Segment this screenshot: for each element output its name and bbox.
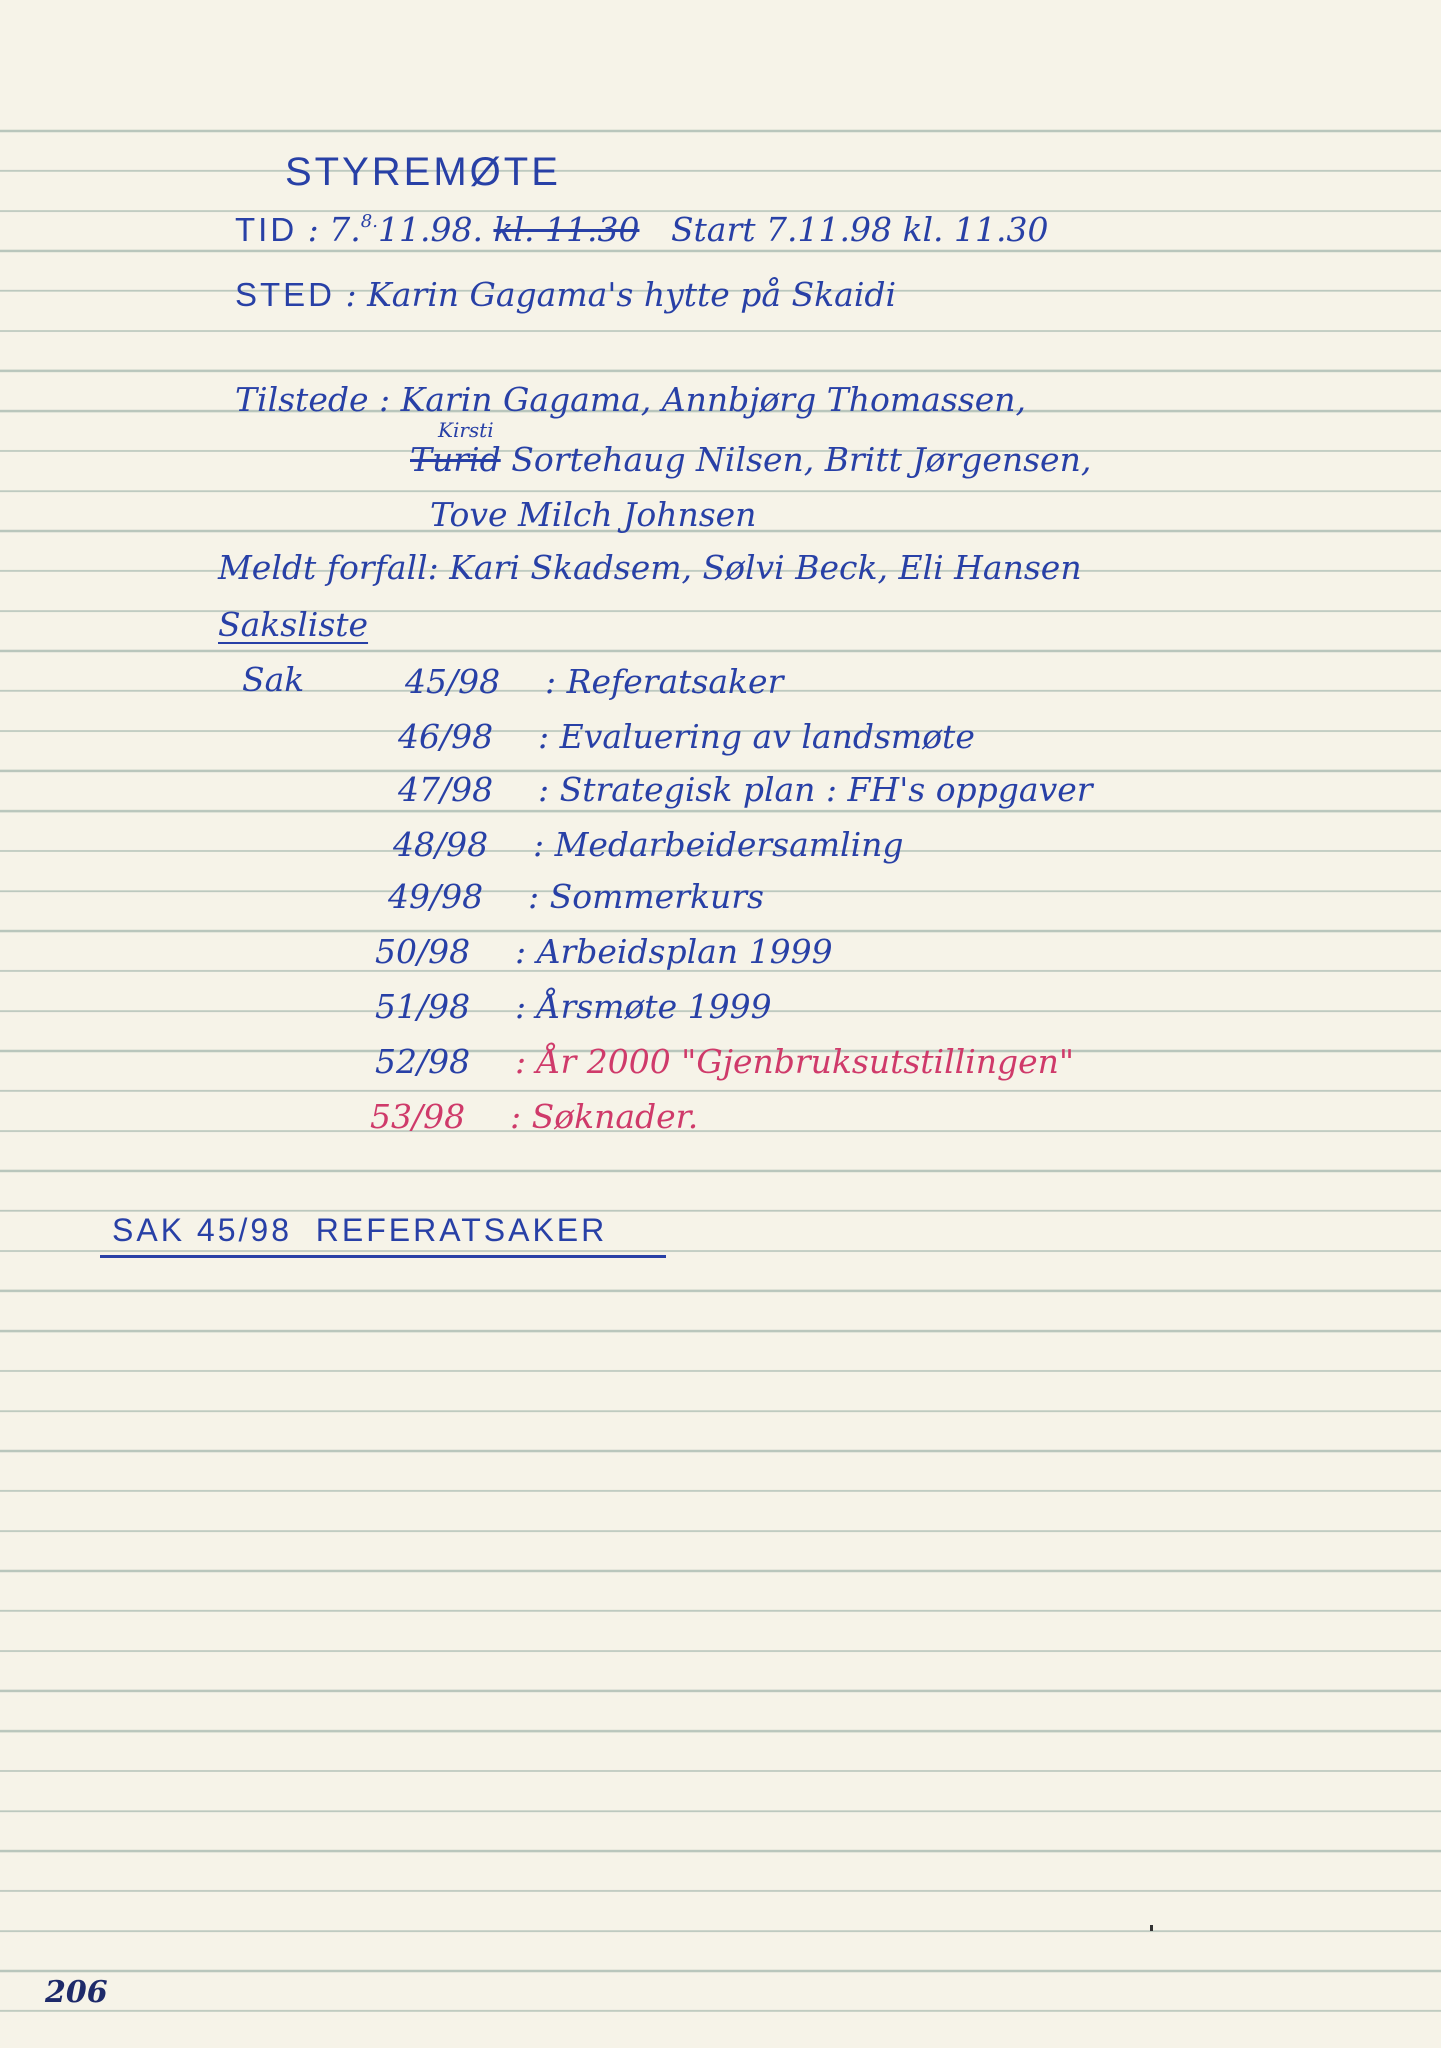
saksliste-heading: Saksliste (218, 605, 369, 644)
page-top-margin (0, 0, 1441, 120)
agenda-item (405, 662, 783, 701)
agenda-item (375, 932, 833, 971)
ink-speck (1150, 1925, 1153, 1931)
forfall-label: Meldt forfall (218, 548, 428, 587)
tid-value-prefix: 7. (329, 210, 361, 249)
forfall-names: Kari Skadsem, Sølvi Beck, Eli Hansen (449, 548, 1082, 587)
sak-heading-underline (100, 1255, 666, 1258)
agenda-item (398, 770, 1093, 809)
tid-struck-value: kl. 11.30 (493, 210, 640, 249)
agenda-item-text: : Arbeidsplan 1999 (515, 932, 833, 971)
agenda-item (375, 1042, 1074, 1081)
agenda-item-text: : Evaluering av landsmøte (538, 717, 975, 756)
sak-label: Sak (242, 660, 305, 699)
agenda-item-text: : Sommerkurs (528, 877, 764, 916)
agenda-item-number: 48/98 (393, 825, 489, 864)
page-number: 206 (45, 1975, 108, 2010)
agenda-item-text: : Strategisk plan : FH's oppgaver (538, 770, 1093, 809)
agenda-item (370, 1097, 698, 1136)
agenda-item-number: 52/98 (375, 1042, 471, 1081)
agenda-item-number: 51/98 (375, 987, 471, 1026)
tilstede-names-2: Sortehaug Nilsen, Britt Jørgensen, (511, 440, 1092, 479)
sak-heading-number: 45/98 (196, 1212, 292, 1248)
tilstede-names-1: Karin Gagama, Annbjørg Thomassen, (400, 380, 1026, 419)
agenda-item-text: : Referatsaker (545, 662, 784, 701)
agenda-item-number: 53/98 (370, 1097, 466, 1136)
agenda-item (375, 987, 772, 1026)
sak-heading (112, 1212, 607, 1249)
agenda-item (393, 825, 904, 864)
sak-heading-title: REFERATSAKER (315, 1212, 608, 1248)
agenda-item-text: : Medarbeidersamling (533, 825, 904, 864)
sted-label: STED (235, 276, 336, 313)
tilstede-line-1: Tilstede : Karin Gagama, Annbjørg Thomassen, (235, 380, 1026, 419)
tid-start: Start 7.11.98 kl. 11.30 (670, 210, 1049, 249)
agenda-item-text: : Årsmøte 1999 (515, 987, 772, 1026)
agenda-item-text: : År 2000 "Gjenbruksutstillingen" (515, 1042, 1075, 1081)
tid-label: TID (235, 211, 298, 248)
sted-value: Karin Gagama's hytte på Skaidi (367, 275, 897, 314)
agenda-item (398, 717, 975, 756)
agenda-item-number: 49/98 (388, 877, 484, 916)
tilstede-label: Tilstede (235, 380, 369, 419)
agenda-item-number: 50/98 (375, 932, 471, 971)
tid-value-super: 8. (360, 211, 378, 232)
tid-line: TID : 7.$^{8.}$11.98. kl. 11.30 Start 7.11.98 kl. 11.30 (235, 210, 1049, 249)
agenda-item (388, 877, 764, 916)
tid-value-date: 11.98. (377, 210, 483, 249)
sted-line: STED : Karin Gagama's hytte på Skaidi (235, 275, 897, 314)
tilstede-struck-name: Turid (410, 440, 501, 479)
agenda-item-text: : Søknader. (510, 1097, 699, 1136)
page-title: STYREMØTE (285, 150, 561, 194)
sak-heading-label: SAK (112, 1212, 186, 1248)
tilstede-insert: Kirsti (438, 418, 494, 442)
forfall-line: Meldt forfall: Kari Skadsem, Sølvi Beck, Eli Hansen (218, 548, 1082, 587)
tilstede-line-2 (410, 440, 1091, 479)
agenda-item-number: 47/98 (398, 770, 494, 809)
agenda-item-number: 45/98 (405, 662, 501, 701)
tilstede-line-3: Tove Milch Johnsen (430, 495, 757, 534)
agenda-item-number: 46/98 (398, 717, 494, 756)
